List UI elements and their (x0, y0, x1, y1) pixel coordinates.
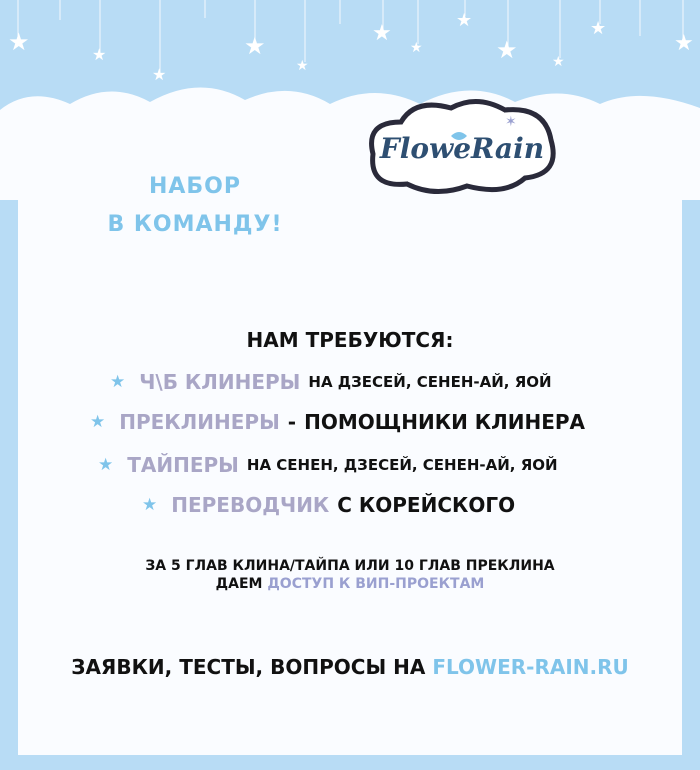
bonus-line-2 (0, 575, 700, 593)
svg-text:★: ★ (456, 10, 473, 31)
bonus-note (0, 557, 700, 593)
svg-text:★: ★ (372, 21, 392, 46)
recruit-line-1: НАБОР (148, 174, 242, 199)
need-detail: НА СЕНЕН, ДЗЕСЕЙ, СЕНЕН-АЙ, ЯОЙ (246, 456, 558, 474)
logo-text: FloweRain (379, 132, 545, 165)
svg-text:★: ★ (590, 18, 607, 39)
need-item (142, 493, 515, 517)
svg-text:★: ★ (92, 45, 107, 64)
need-role: ТАЙПЕРЫ (127, 453, 239, 477)
svg-text:★: ★ (152, 65, 167, 84)
star-icon: ★ (142, 495, 158, 515)
need-role: ПЕРЕВОДЧИК (171, 493, 330, 517)
svg-text:★: ★ (244, 32, 266, 60)
star-icon: ★ (110, 372, 126, 392)
star-garland (8, 10, 694, 84)
flowerain-logo (355, 92, 565, 202)
need-separator: - (287, 410, 297, 434)
need-item (98, 453, 558, 477)
svg-text:★: ★ (296, 58, 309, 74)
needs-title: НАМ ТРЕБУЮТСЯ: (246, 328, 454, 352)
recruit-line-2: В КОМАНДУ! (107, 212, 283, 237)
need-detail: ПОМОЩНИКИ КЛИНЕРА (304, 410, 586, 434)
need-detail: С КОРЕЙСКОГО (337, 493, 516, 517)
svg-text:★: ★ (674, 31, 694, 56)
site-link: FLOWER-RAIN.RU (432, 655, 629, 679)
recruit-heading (80, 168, 310, 244)
svg-text:★: ★ (410, 40, 423, 56)
need-role: Ч\Б КЛИНЕРЫ (139, 370, 301, 394)
hanging-strings (18, 0, 683, 72)
svg-text:★: ★ (496, 36, 518, 64)
contact-prefix: ЗАЯВКИ, ТЕСТЫ, ВОПРОСЫ НА (71, 655, 426, 679)
need-item (110, 370, 552, 394)
need-detail: НА ДЗЕСЕЙ, СЕНЕН-АЙ, ЯОЙ (308, 373, 552, 391)
star-icon: ★ (90, 412, 106, 432)
bonus-prefix: ДАЕМ (215, 576, 263, 592)
svg-text:✶: ✶ (505, 114, 517, 130)
svg-text:★: ★ (552, 54, 565, 70)
star-icon: ★ (98, 455, 114, 475)
svg-text:★: ★ (8, 28, 30, 56)
need-item (90, 410, 585, 434)
bonus-line-1: ЗА 5 ГЛАВ КЛИНА/ТАЙПА ИЛИ 10 ГЛАВ ПРЕКЛИНА (145, 558, 555, 574)
vip-access-link: ДОСТУП К ВИП-ПРОЕКТАМ (267, 576, 485, 592)
need-role: ПРЕКЛИНЕРЫ (119, 410, 280, 434)
contact-line (0, 655, 700, 679)
